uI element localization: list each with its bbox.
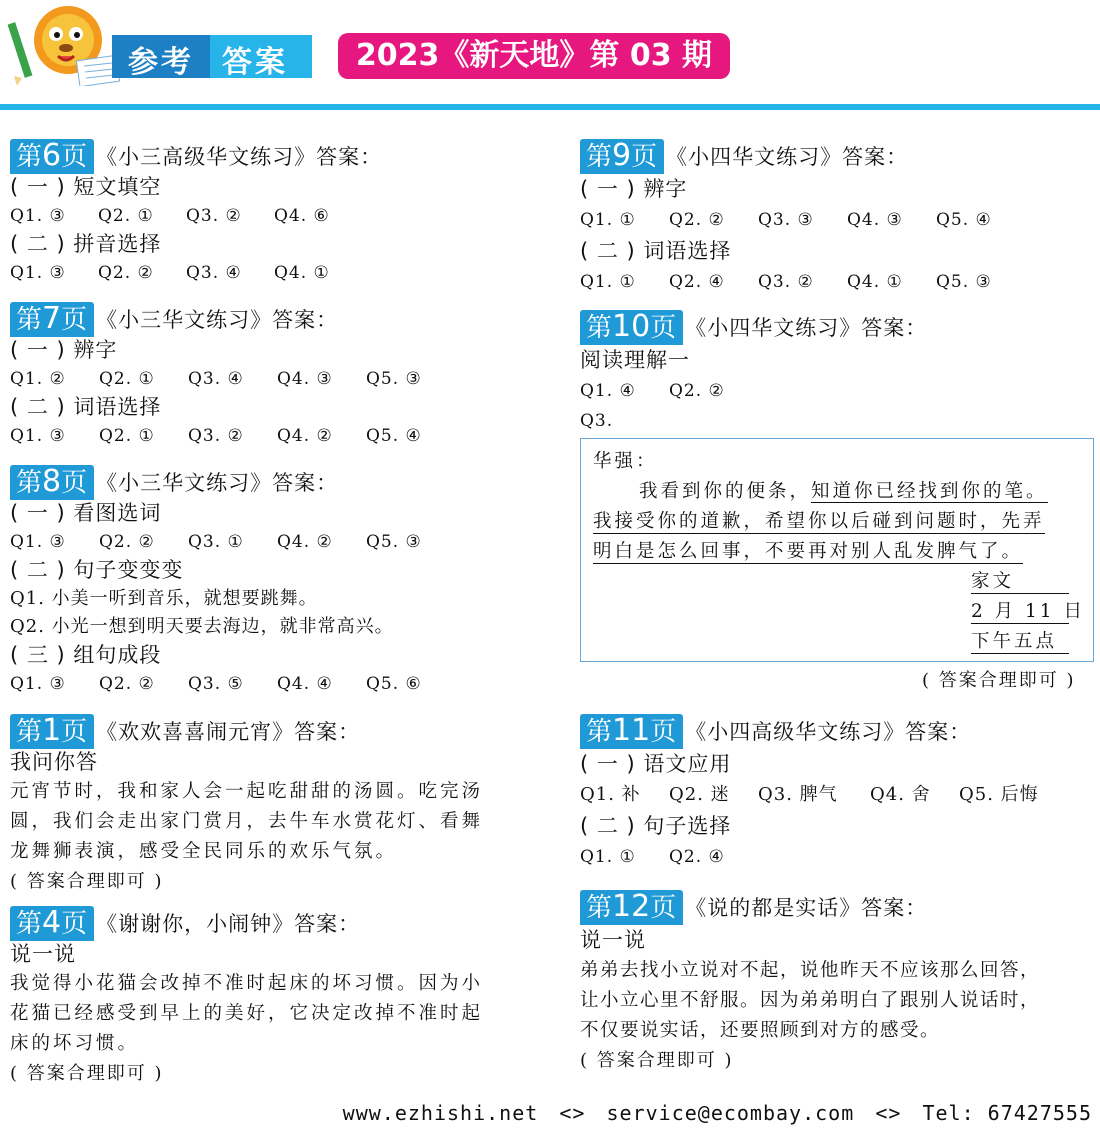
section-title: 《小三高级华文练习》答案： — [96, 145, 383, 169]
letter-signature: 家文 — [971, 567, 1069, 594]
answer-row: Q1. ① Q2. ④ — [580, 847, 725, 867]
email-link[interactable]: service@ecombay.com — [606, 1101, 855, 1125]
part-label: ( 二 ) 句子变变变 — [10, 558, 184, 582]
part-label: ( 一 ) 辨字 — [580, 177, 688, 201]
page-badge: 第9页 — [580, 139, 664, 174]
footer-contact — [343, 1101, 1092, 1125]
letter-line-3: 明白是怎么回事，不要再对别人乱发脾气了。 — [593, 537, 1023, 564]
sentence-answer: Q1. 小美一听到音乐，就想要跳舞。 — [10, 588, 318, 609]
subtitle: 我问你答 — [10, 750, 98, 774]
banner-text-ref: 参考 — [128, 45, 194, 80]
separator: <> — [559, 1101, 586, 1125]
letter-line-1: 我看到你的便条，知道你已经找到你的笔。 — [639, 481, 1048, 502]
answer-row: Q1. ① Q2. ② Q3. ③ Q4. ③ Q5. ④ — [580, 210, 992, 230]
page-badge: 第11页 — [580, 714, 683, 749]
letter-time: 下午五点 — [971, 627, 1069, 654]
answer-row: Q1. ③ Q2. ① Q3. ② Q4. ② Q5. ④ — [10, 426, 422, 446]
part-label: ( 一 ) 语文应用 — [580, 752, 732, 776]
section-title: 《小三华文练习》答案： — [96, 471, 339, 495]
answer-paragraph: 元宵节时，我和家人会一起吃甜甜的汤圆。吃完汤 圆，我们会走出家门赏月，去牛车水赏花灯、看舞 龙舞狮表演，感受全民同乐的欢乐气氛。 — [10, 781, 484, 862]
answer-row: Q1. ③ Q2. ② Q3. ① Q4. ② Q5. ③ — [10, 532, 422, 552]
part-label: ( 一 ) 看图选词 — [10, 501, 162, 525]
subtitle: 说一说 — [580, 928, 646, 952]
page-badge: 第12页 — [580, 890, 683, 925]
section-title: 《谢谢你，小闹钟》答案： — [96, 912, 361, 936]
page-badge: 第4页 — [10, 906, 94, 941]
lion-mascot-illustration — [8, 2, 126, 86]
section-page-1 — [10, 714, 540, 897]
section-title: 《小四华文练习》答案： — [685, 316, 928, 340]
letter-line-2: 我接受你的道歉，希望你以后碰到问题时，先弄 — [593, 507, 1045, 534]
answer-note: ( 答案合理即可 ) — [10, 1063, 164, 1084]
part-label: ( 一 ) 辨字 — [10, 338, 118, 362]
banner-text-answer: 答案 — [222, 45, 288, 80]
page-badge: 第6页 — [10, 139, 94, 174]
subtitle: 阅读理解一 — [580, 348, 690, 372]
subtitle: 说一说 — [10, 942, 76, 966]
answer-row: Q1. ③ Q2. ② Q3. ⑤ Q4. ④ Q5. ⑥ — [10, 674, 422, 694]
website-link[interactable]: www.ezhishi.net — [342, 1101, 539, 1125]
answer-paragraph: 我觉得小花猫会改掉不准时起床的坏习惯。因为小 花猫已经感受到早上的美好，它决定改掉不准时起 床的坏习惯。 — [10, 973, 484, 1054]
phone-number: Tel: 67427555 — [922, 1101, 1092, 1125]
section-title: 《小三华文练习》答案： — [96, 308, 339, 332]
header-divider — [0, 104, 1100, 110]
page-badge: 第7页 — [10, 302, 94, 337]
sentence-answer: Q2. 小光一想到明天要去海边，就非常高兴。 — [10, 616, 394, 637]
part-label: ( 二 ) 词语选择 — [580, 239, 732, 263]
answer-row: Q1. ② Q2. ① Q3. ④ Q4. ③ Q5. ③ — [10, 369, 422, 389]
answer-paragraph: 弟弟去找小立说对不起，说他昨天不应该那么回答， 让小立心里不舒服。因为弟弟明白了跟别人说话时， 不仅要说实话，还要照顾到对方的感受。 — [580, 960, 1041, 1041]
page-badge: 第1页 — [10, 714, 94, 749]
letter-greeting: 华强： — [593, 451, 658, 472]
part-label: ( 一 ) 短文填空 — [10, 175, 162, 199]
section-title: 《欢欢喜喜闹元宵》答案： — [96, 720, 361, 744]
section-page-12 — [580, 890, 1095, 1076]
answer-row: Q1. ③ Q2. ① Q3. ② Q4. ⑥ — [10, 206, 330, 226]
section-title: 《说的都是实话》答案： — [685, 896, 928, 920]
part-label: ( 二 ) 词语选择 — [10, 395, 162, 419]
letter-date: 2 月 11 日 — [971, 597, 1069, 624]
section-page-10 — [580, 310, 927, 436]
answer-row: Q1. 补 Q2. 迷 Q3. 脾气 Q4. 舍 Q5. 后悔 — [580, 784, 1039, 805]
section-page-8 — [10, 465, 422, 698]
part-label: ( 二 ) 拼音选择 — [10, 232, 162, 256]
answer-row: Q1. ③ Q2. ② Q3. ④ Q4. ① — [10, 263, 330, 283]
part-label: ( 三 ) 组句成段 — [10, 643, 162, 667]
issue-title: 2023《新天地》第 03 期 — [338, 33, 730, 79]
answer-note: ( 答案合理即可 ) — [922, 670, 1076, 691]
page-badge: 第10页 — [580, 310, 683, 345]
answer-row: Q1. ④ Q2. ② — [580, 381, 725, 401]
separator: <> — [875, 1101, 902, 1125]
section-page-6 — [10, 139, 382, 287]
part-label: ( 二 ) 句子选择 — [580, 814, 732, 838]
letter-box — [580, 438, 1094, 662]
page-badge: 第8页 — [10, 465, 94, 500]
answer-note: ( 答案合理即可 ) — [10, 871, 164, 892]
answer-row: Q1. ① Q2. ④ Q3. ② Q4. ① Q5. ③ — [580, 272, 992, 292]
section-title: 《小四华文练习》答案： — [666, 145, 909, 169]
section-page-7 — [10, 302, 422, 450]
section-page-9 — [580, 139, 992, 297]
section-page-11 — [580, 714, 1039, 872]
section-page-4 — [10, 906, 540, 1089]
q3-label: Q3. — [580, 411, 614, 431]
section-title: 《小四高级华文练习》答案： — [685, 720, 972, 744]
answer-note: ( 答案合理即可 ) — [580, 1050, 734, 1071]
